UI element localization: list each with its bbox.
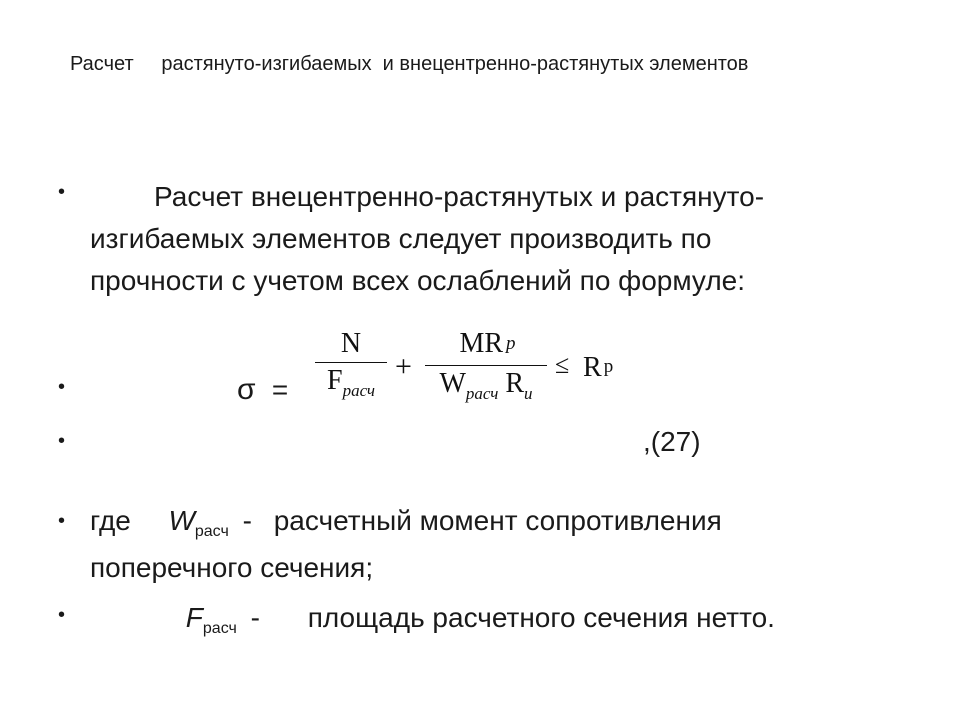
- w-symbol: W: [168, 505, 195, 536]
- w-symbol-sub: расч: [194, 523, 229, 540]
- fraction-bar-2: [425, 365, 547, 366]
- numerator-mr-sub: р: [506, 333, 516, 354]
- bullet-5: •: [58, 604, 66, 626]
- denominator-f-sub: расч: [342, 381, 375, 400]
- denominator-w: W: [439, 368, 466, 399]
- numerator-mr: MR: [459, 328, 504, 359]
- definition-w: [90, 500, 890, 589]
- fraction-n-over-f: [315, 328, 387, 400]
- f-symbol-sub: расч: [202, 620, 237, 637]
- rhs-rp: [583, 352, 614, 384]
- f-description: площадь расчетного сечения нетто.: [307, 602, 775, 633]
- intro-line-3: прочности с учетом всех ослаблений по формуле:: [90, 265, 746, 296]
- equals-sign: =: [271, 374, 289, 405]
- bullet-2: •: [58, 376, 66, 398]
- f-dash: -: [250, 602, 260, 633]
- plus-sign: +: [395, 350, 412, 383]
- w-description-line-2: поперечного сечения;: [90, 552, 374, 583]
- intro-line-2: изгибаемых элементов следует производить по: [90, 223, 712, 254]
- f-symbol: F: [185, 602, 203, 633]
- fraction-bar-1: [315, 362, 387, 363]
- denominator-w-sub: расч: [465, 384, 499, 403]
- definition-f: [90, 597, 890, 644]
- where-word: где: [90, 505, 131, 536]
- intro-line-1: Расчет внецентренно-растянутых и растянуто-: [154, 181, 765, 212]
- w-dash: -: [242, 505, 252, 536]
- less-or-equal-sign: ≤: [555, 350, 570, 379]
- bullet-3: •: [58, 430, 66, 452]
- rhs-r: R: [583, 352, 602, 383]
- slide-title: Расчет растянуто-изгибаемых и внецентренно-растянутых элементов: [70, 53, 749, 75]
- denominator-r-sub: и: [524, 384, 533, 403]
- rhs-p-sub: p: [603, 356, 614, 377]
- sigma-symbol: σ: [237, 373, 256, 406]
- equation-number: ,(27): [643, 426, 701, 457]
- numerator-n: N: [340, 328, 362, 359]
- sigma-label: [237, 373, 288, 407]
- bullet-4: •: [58, 510, 66, 532]
- denominator-f: F: [326, 365, 343, 396]
- intro-paragraph: [90, 176, 890, 302]
- denominator-r: R: [505, 368, 525, 399]
- w-description-line-1: расчетный момент сопротивления: [273, 505, 722, 536]
- bullet-1: •: [58, 181, 66, 203]
- fraction-mr-over-wr: [425, 328, 547, 403]
